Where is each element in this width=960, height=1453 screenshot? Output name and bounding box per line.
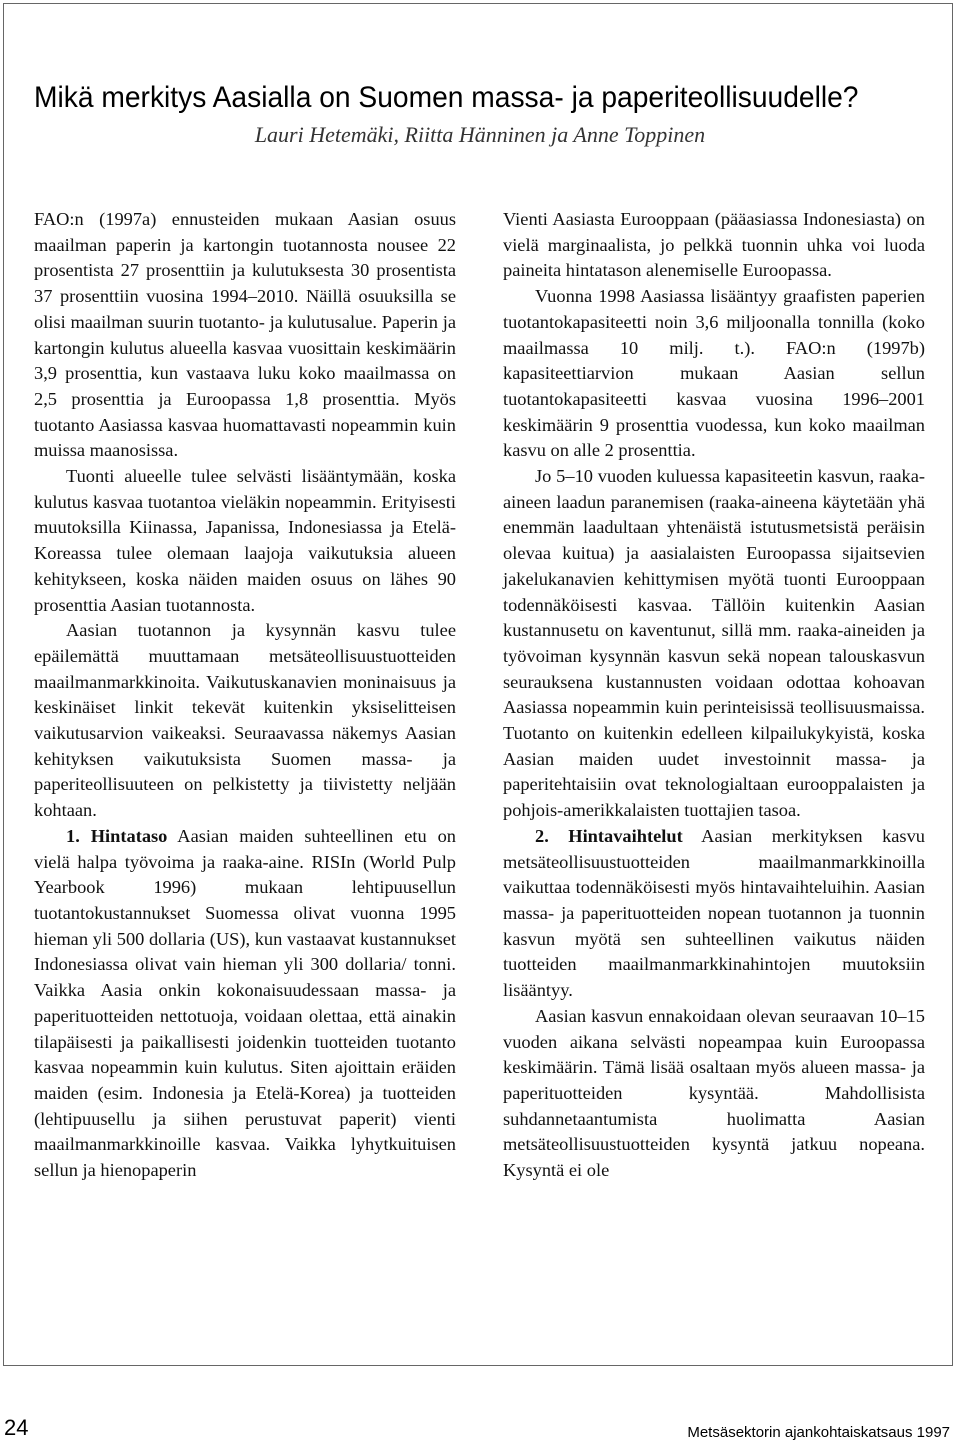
paragraph-text: Aasian merkityksen kasvu metsäteollisuustuotteiden maailmanmarkkinoilla vaikuttaa todennäköisesti myös hintavaihteluihin. Aasian massa- ja paperituotteiden nopean tuotannon ja tuonnin kasvun myötä sen suhteellinen vaikutus näiden tuotteiden maailmanmarkkinahintojen muutoksiin lisääntyy.: [503, 825, 925, 1001]
article-title: Mikä merkitys Aasialla on Suomen massa- ja paperiteollisuudelle?: [34, 81, 859, 114]
paragraph: Aasian kasvun ennakoidaan olevan seuraavan 10–15 vuoden aikana selvästi nopeampaa kuin Euroopassa keskimäärin. Tämä lisää osaltaan myös alueen massa- ja paperituotteiden kysyntää. Mahdollisista suhdannetaantumista huolimatta Aasian metsäteollisuustuotteiden kysyntä jatkuu nopeana. Kysyntä ei ole: [503, 1005, 925, 1181]
paragraph: Tuonti alueelle tulee selvästi lisääntymään, koska kulutus kasvaa tuotantoa vieläkin nopeammin. Erityisesti muutoksilla Kiinassa, Japanissa, Indonesiassa ja Etelä-Koreassa tulee olemaan laajoja vaikutuksia alueen kehitykseen, koska näiden maiden osuus on lähes 90 prosenttia Aasian tuotannosta.: [34, 466, 456, 615]
right-column: [503, 207, 925, 1184]
section-heading: 1. Hintataso: [66, 825, 168, 846]
paragraph: [34, 824, 456, 1184]
paragraph: [503, 824, 925, 1004]
paragraph: Vuonna 1998 Aasiassa lisääntyy graafisten paperien tuotantokapasiteetti noin 3,6 miljoonalla tonnilla (koko maailmassa 10 milj. t.). FAO:n (1997b) kapasiteettiarvion mukaan Aasian sellun tuotantokapasiteetti kasvaa vuosina 1996–2001 keskimäärin 9 prosenttia vuodessa, kun koko maailman kasvu on alle 2 prosenttia.: [503, 286, 925, 461]
paragraph: Aasian tuotannon ja kysynnän kasvu tulee epäilemättä muuttamaan metsäteollisuustuotteiden maailmanmarkkinoita. Vaikutuskanavien moninaisuus ja keskinäiset linkit tekevät kuitenkin yksiselitteisen vaikutusarvion vaikeaksi. Seuraavassa näkemys Aasian kehityksen vaikutuksista Suomen massa- ja paperiteollisuuteen on pelkistetty ja tiivistetty neljään kohtaan.: [34, 620, 456, 821]
paragraph: Vienti Aasiasta Eurooppaan (pääasiassa Indonesiasta) on vielä marginaalista, jo pelkkä tuonnin uhka voi luoda paineita hintatason alenemiselle Euroopassa.: [503, 209, 925, 281]
paragraph: Jo 5–10 vuoden kuluessa kapasiteetin kasvun, raaka-aineen laadun paranemisen (raaka-aineena käytetään yhä enemmän laadultaan yhtenäistä istutusmetsistä peräisin olevaa kuitua) ja aasialaisten Euroopassa sijaitsevien jakelukanavien kehittymisen myötä tuonti Eurooppaan todennäköisesti kasvaa. Tällöin kuitenkin Aasian kustannusetu on kaventunut, sillä mm. raaka-aineiden ja työvoiman kysynnän kasvun sekä nopean talouskasvun seurauksena kustannusten voidaan odottaa kohoavan Aasiassa nopeammin kuin perinteisissä teollisuusmaissa. Tuotanto on kuitenkin edelleen kilpailukykyistä, koska Aasian maiden uudet investoinnit massa- ja paperitehtaisiin ovat teknologialtaan eurooppalaisten ja pohjois-amerikkalaisten tuottajien tasoa.: [503, 466, 925, 821]
paragraph: FAO:n (1997a) ennusteiden mukaan Aasian osuus maailman paperin ja kartongin tuotannosta nousee 22 prosentista 27 prosenttiin ja kulutuksesta 30 prosentista 37 prosenttiin vuosina 1994–2010. Näillä osuuksilla se olisi maailman suurin tuotanto- ja kulutusalue. Paperin ja kartongin kulutus alueella kasvaa vuosittain keskimäärin 3,9 prosenttia, kun vastaava luku koko maailmassa on 2,5 prosenttia ja Euroopassa 1,8 prosenttia. Myös tuotanto Aasiassa kasvaa huomattavasti nopeammin kuin muissa maanosissa.: [34, 209, 456, 461]
page-number: 24: [4, 1415, 29, 1440]
section-heading: 2. Hintavaihtelut: [535, 825, 683, 846]
article-authors: Lauri Hetemäki, Riitta Hänninen ja Anne Toppinen: [254, 122, 706, 147]
publication-title: Metsäsektorin ajankohtaiskatsaus 1997: [687, 1424, 950, 1441]
left-column: [34, 207, 456, 1184]
paragraph-text: Aasian maiden suhteellinen etu on vielä halpa työvoima ja raaka-aine. RISIn (World Pulp Yearbook 1996) mukaan lehtipuusellun tuotantokustannukset Suomessa olivat vuonna 1995 hieman yli 500 dollaria (US), kun vastaavat kustannukset Indonesiassa olivat vain hieman yli 300 dollaria/ tonni. Vaikka Aasia onkin kokonaisuudessaan massa- ja paperituotteiden nettotuoja, voidaan olettaa, että ainakin tilapäisesti ja paikallisesti joidenkin tuotteiden tuotanto kasvaa nopeammin kuin kulutus. Siten ajoittain eräiden maiden (esim. Indonesia ja Etelä-Korea) ja tuotteiden (lehtipuusellu ja siihen perustuvat paperit) vienti maailmanmarkkinoille kasvaa. Vaikka lyhytkuituisen sellun ja hienopaperin: [34, 825, 456, 1181]
